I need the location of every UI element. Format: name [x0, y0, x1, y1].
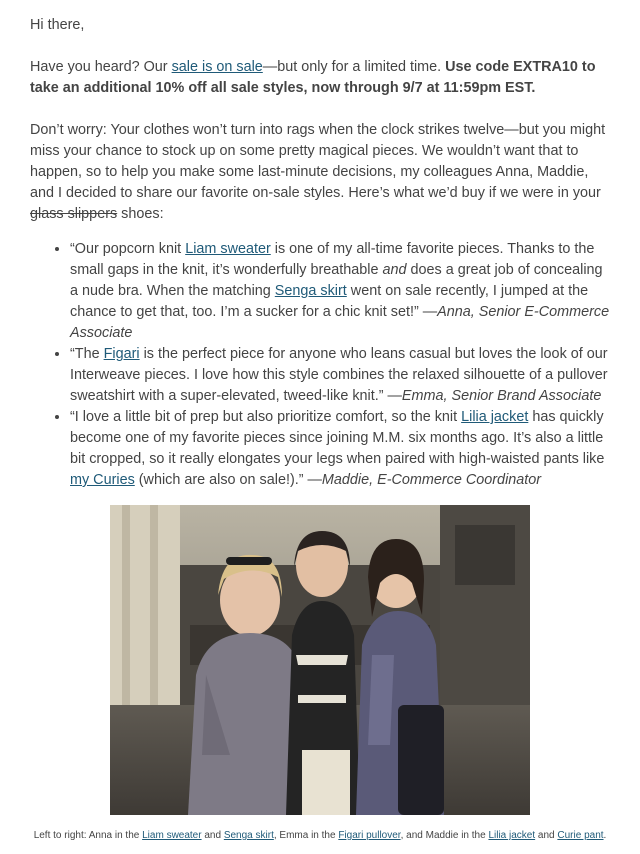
caption-lilia-jacket-link[interactable]: Lilia jacket: [488, 830, 536, 841]
quote-text: “The: [70, 346, 104, 362]
quote-text: “I love a little bit of prep but also prioritize comfort, so the knit: [70, 409, 462, 425]
quote-text: has quickly become one of my favorite pieces since joining M.M. six months ago. It’s also a little bit cropped, so it really elongates your legs when paired with high-waisted pants like: [70, 409, 605, 467]
story-text-1: Don’t worry: Your clothes won’t turn into rags when the clock strikes twelve—but you might miss your chance to stock up on some pretty magical pieces. We wouldn’t want that to happen, so to help you make some last-minute decisions, my colleagues Anna, Maddie, and I decided to share our favorite on-sale styles. Here’s what we’d buy if we were in your: [30, 122, 606, 201]
quote-text: is one of my all-time favorite pieces. Thanks to the small gaps in the knit, it’s wonderfully breathable: [70, 241, 595, 278]
senga-skirt-link[interactable]: Senga skirt: [274, 283, 347, 299]
quotes-list: [30, 239, 610, 491]
quote-text: does a great job of concealing a nude bra. When the matching: [70, 262, 603, 299]
story-paragraph: [30, 120, 610, 225]
quote-author: Emma, Senior Brand Associate: [401, 388, 602, 404]
figari-link[interactable]: Figari: [103, 346, 140, 362]
quote-text: went on sale recently, I jumped at the chance to get that, too. I’m a sucker for a chic knit set!” —: [70, 283, 589, 320]
caption-figari-pullover-link[interactable]: Figari pullover: [338, 830, 401, 841]
caption-text: , Emma in the: [273, 830, 339, 841]
quote-item-maddie: [70, 407, 610, 491]
quote-item-emma: [70, 344, 610, 407]
greeting: Hi there,: [30, 17, 85, 33]
intro-paragraph: [30, 57, 610, 99]
caption-senga-skirt-link[interactable]: Senga skirt: [223, 830, 274, 841]
intro-text-1: Have you heard? Our: [30, 59, 172, 75]
caption-text: Left to right: Anna in the: [33, 830, 143, 841]
liam-sweater-link[interactable]: Liam sweater: [185, 241, 271, 257]
caption-liam-sweater-link[interactable]: Liam sweater: [142, 830, 202, 841]
caption-text: .: [603, 830, 607, 841]
photo-caption: [0, 829, 640, 843]
my-curies-link[interactable]: my Curies: [70, 472, 135, 488]
intro-text-2: —but only for a limited time.: [262, 59, 446, 75]
promo-code-text: Use code EXTRA10 to take an additional 10% off all sale styles, now through 9/7 at 11:59pm EST.: [30, 59, 596, 96]
caption-curie-pant-link[interactable]: Curie pant: [557, 830, 604, 841]
sale-link[interactable]: sale is on sale: [171, 59, 263, 75]
caption-text: and: [535, 830, 558, 841]
story-text-2: shoes:: [117, 206, 164, 222]
struck-text: glass slippers: [30, 206, 118, 222]
quote-text: “Our popcorn knit: [70, 241, 186, 257]
quote-author: Anna, Senior E-Commerce Associate: [70, 304, 610, 341]
quote-text: is the perfect piece for anyone who leans casual but loves the look of our Interweave pieces. I love how this style combines the relaxed silhouette of a pullover sweatshirt with a super-elevated, tweed-like knit.” —: [70, 346, 608, 404]
quote-text: (which are also on sale!).” —: [134, 472, 322, 488]
quote-item-anna: [70, 239, 610, 344]
team-photo: [110, 505, 530, 815]
caption-text: , and Maddie in the: [400, 830, 489, 841]
quote-author: Maddie, E-Commerce Coordinator: [321, 472, 542, 488]
lilia-jacket-link[interactable]: Lilia jacket: [461, 409, 529, 425]
emphasis-text: and: [382, 262, 407, 278]
caption-text: and: [201, 830, 224, 841]
